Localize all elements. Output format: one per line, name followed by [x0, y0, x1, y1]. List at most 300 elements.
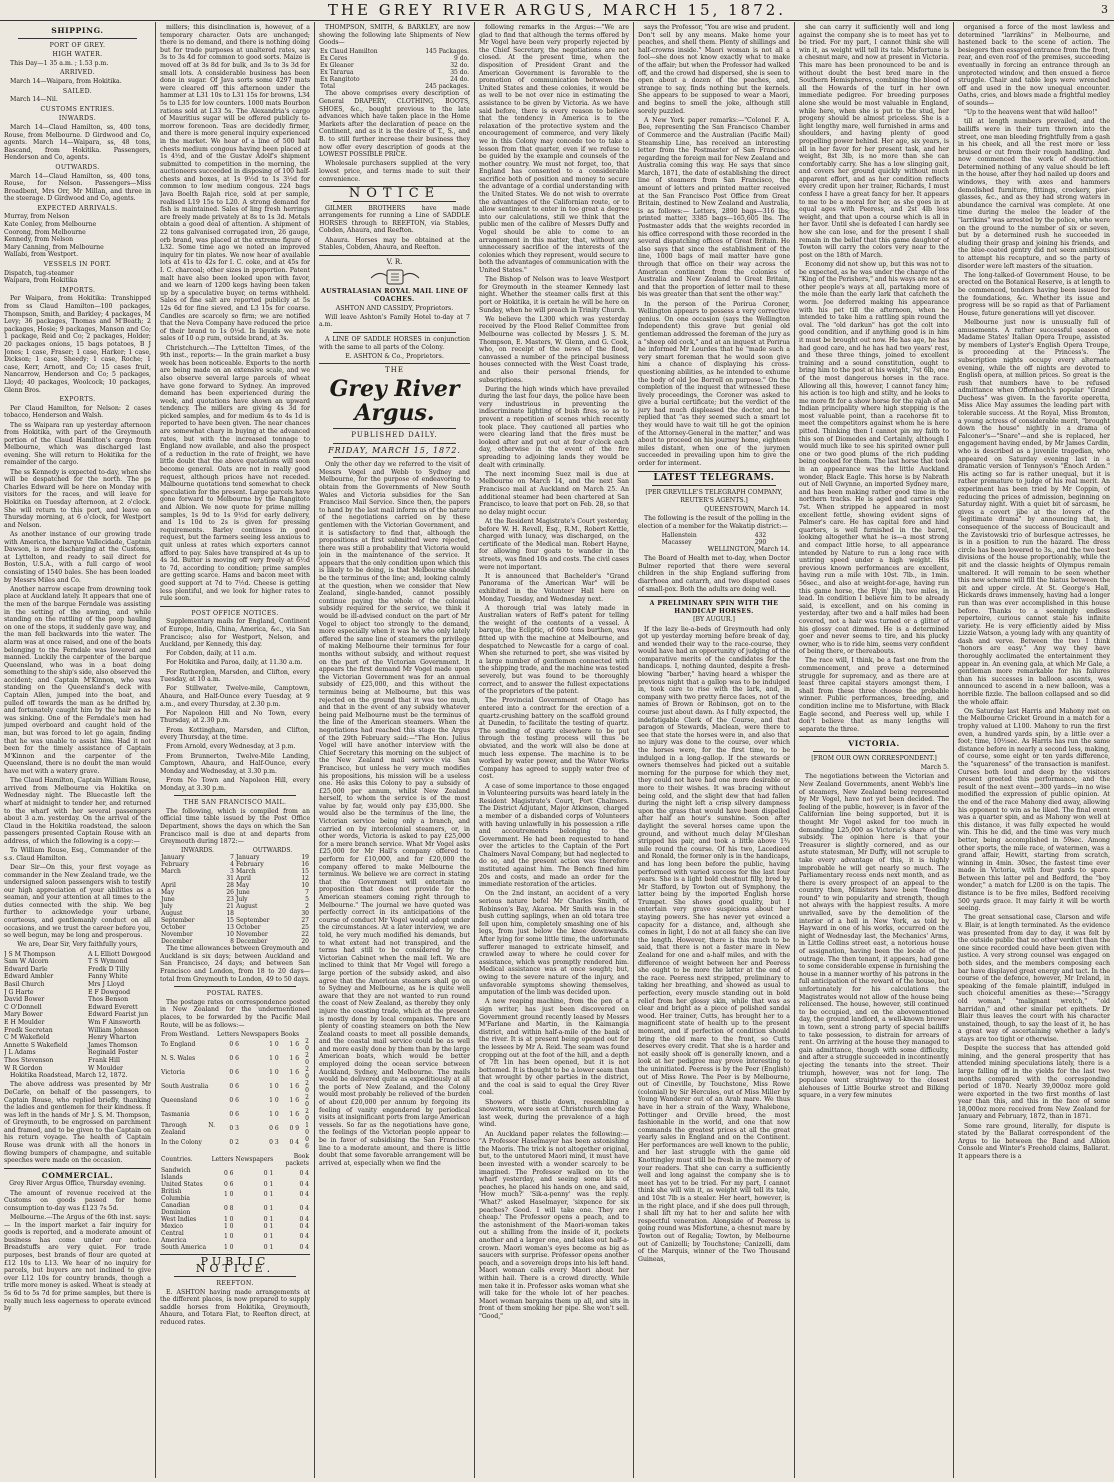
table-cell: 0 4 [289, 1139, 300, 1147]
signatory: Thos Benson [88, 996, 129, 1004]
table-row [661, 532, 767, 539]
newspaper-nameplate: Grey River Argus. [329, 375, 460, 426]
sf-mail-table [160, 847, 310, 945]
local-news [479, 24, 629, 1320]
victoria-correspondent: [FROM OUR OWN CORRESPONDENT.] [811, 755, 937, 762]
table-row [160, 1223, 310, 1230]
table-row [319, 76, 470, 83]
column-6 [799, 24, 949, 1476]
table-row [160, 1202, 310, 1216]
table-cell: 2 0 [305, 1093, 309, 1108]
outwards-heading: OUTWARDS. [55, 163, 100, 171]
table-cell: 0 6 [269, 1125, 279, 1133]
signatory: Basil Church [4, 981, 45, 988]
table-cell: 26 [226, 889, 234, 897]
table-cell: Tasmania [161, 1111, 190, 1119]
table-cell: South Australia [161, 1083, 209, 1091]
divider [333, 428, 456, 429]
news-paragraph: The ss Waipara ran up yesterday afternoon from Hokitika, with part of the Greymouth portion of the Claud Hamilton's cargo from Melbourne, which was discharged last evening. She will return to Hokitika for the remainder of the cargo. [4, 421, 151, 467]
table-cell [160, 875, 219, 882]
news-paragraph: The long-talked-of Government House, to be erected on the Botanical Reserve, is at length to be commenced, tenders having been issued for the foundations, &c. Whether its issue and progress will be so rapid as that of Parliament House, future generations will yet discover. [958, 271, 1110, 317]
table-header: Books [280, 1030, 300, 1038]
table-row [319, 69, 470, 76]
news-paragraph: A new reaping machine, from the pen of a sign writer, has just been discovered on Government ground recently leased by Messrs M'Farlane and Martin, in the Kaimangia district, and within half-a-mile of the bank of the river. It is at present being opened out for the lessees by Mr A. Reid. The seam was found cropping out at the foot of the hill, and a depth of 7ft 1in has been opened, but it is not bottomed. It is thought to be a lower seam than that wrought by other parties in the district, and the coal is said to equal the Grey River coal. [479, 998, 629, 1097]
queenstown-text: The following is the result of the polling in the election of a member for the Wakatip district:— [638, 515, 790, 530]
signatory: James Thomson [88, 1041, 138, 1049]
table-cell: 16 [301, 861, 309, 869]
table-cell: 4 [230, 861, 234, 869]
post-notice: For Cobden, daily, at 11 a.m. [166, 650, 257, 658]
sailed-heading: SAILED. [62, 87, 93, 95]
table-cell: 0 6 [305, 1135, 309, 1150]
post-notice: For Rutherglen, Marsden, and Clifton, every Tuesday, at 10 a.m. [160, 668, 310, 684]
table-row [160, 1230, 310, 1244]
table-row [160, 1038, 310, 1052]
reefton-heading: REEFTON. [216, 1280, 254, 1287]
table-header: From Westland. [161, 1030, 210, 1038]
expected-vessel: Coorong, from Melbourne [4, 228, 86, 236]
signatory: T S Wymond [88, 958, 128, 966]
table-cell: April [161, 882, 176, 890]
post-notice: From Kottingham, Marsden, and Clifton, every Thursday, at the time. [160, 726, 310, 742]
table-row [160, 1136, 310, 1150]
table-cell: 1 6 [289, 1041, 300, 1049]
exports-heading: EXPORTS. [59, 396, 96, 404]
divider [174, 986, 296, 987]
column-rule [474, 22, 475, 1478]
table-cell: 19 [301, 854, 309, 862]
table-cell: Victoria [161, 1069, 185, 1077]
commercial-office: Grey River Argus Office, Thursday evening. [9, 1180, 146, 1188]
spin-byline: [BY AUGUR.] [693, 616, 735, 624]
table-cell: 1 6 [289, 1083, 300, 1091]
divider [174, 1276, 296, 1277]
table-cell: Ex Ceres [320, 55, 348, 63]
table-cell: September [161, 917, 195, 925]
table-cell: Hallenstein [661, 531, 697, 539]
spin-paragraph: she can carry it sufficiently well and long against the company she is to meet has yet to be tried. For my part, I cannot think she will win it, as weight will tell its tale. Misfortune is a chesnut mare, and now at present in Victoria. This mare has been pronounced to be and is without doubt the best bred mare in the Southern Hemispheres, combining the blood of all the Howards of the turf in her own immediate pedigree. For breeding purposes alone she would be most valuable in England, while here, when she is put to the stud, her progeny should be almost priceless. She is a light lengthy mare, well furnished in arms and shoulders, and having plenty of good propelling power behind. Her age, six years, is all in her favor for her present task, and her weight, 8st 3lb, is no more than she can comfortably carry. She has a low slinging gait, and covers her ground quickly without much apparent effort, and as her condition reflects every credit upon her trainer, Richards, I must confess I have a great fancy for her. It appears to me to be a moral for her, as she goes in at equal ages with Peeress, and 2st 4lb less weight, and that upon a course which is all in her favor. Until she is defeated I can hardly see how she can lose, and for the present I shall remain in the belief that this game daughter of Towton will carry the colors very near to the post on the 18th of March. [799, 24, 949, 259]
table-header: Countries. [161, 1156, 193, 1164]
table-cell: 28 [226, 882, 234, 890]
table-cell: 35 do. [450, 69, 469, 77]
table-cell: 15 [301, 868, 309, 876]
leading-article [319, 461, 470, 1167]
table-row [319, 62, 470, 69]
table-cell: 145 Packages. [425, 48, 469, 56]
news-paragraph: A New York paper remarks:—"Colonel F. A. Bee, representing the San Francisco Chamber of Commerce and the Australian (Pacific Mail) Steamship Line, has received an interesting letter from the Postmaster of San Francisco regarding the foreign mail for New Zealand and Australia coming this way. He says that since March, 1871, the date of establishing the direct line of steamers from San Francisco, the amount of letters and printed matter received at the San Francisco Post Office from Great Britain, destined to New Zealand and Australia, is as follows:— Letters, 2890 bags—316 lbs; printed matter, 3385 bags—165,605 lbs. The Postmaster adds that the weights recorded in his office correspond with those recorded in the several dispatching offices of Great Britain. He also says that since the establishment of the line, 1000 bags of mail matter have gone through that office on their way across the American continent from the colonies of Australia and New Zealand to Great Britain, and that the proportion of letter mail to these bis was greater than that sent the other way." [638, 116, 790, 299]
news-paragraph: An Auckland paper relates the following:— "A Professor Haselmayer has been astonishing the Maoris. The trick is not altogether original, but, to the untutored Maori mind, it must have been invested with a wonder scarcely to be imagined. The Professor walked on to the wharf yesterday, and seeing some kits of peaches, he placed his hands on one, and said, 'How much?' 'Sik-a-penny' was the reply. 'What?' asked Haselmayer, 'sixpence for six peaches? Good. I will take one. They are cheap.' The Professor opens a peach, and to the astonishment of the Maori-woman takes out a shilling from the inside of it, pockets another and a larger one, and takes out half-a-crown. Maori woman's eyes become as big as saucers with surprise. Professor opens another peach, and a sovereign drops into his left hand. Maori woman calls every Maori about her within hail. There is a crowd directly. While men take it in. Professor asks woman what she will take for the whole lot of her peaches. Maori woman bargains them up all, and sits in front of them smoking her pipe. She won't sell. "Good," [479, 1130, 629, 1320]
table-row [160, 861, 310, 868]
table-row [319, 48, 470, 55]
in-port-heading: VESSELS IN PORT. [43, 261, 112, 269]
table-cell: August [161, 910, 183, 918]
telegram-agency: [PER GREVILLE'S TELEGRAPH COMPANY, REUTER'S AGENTS.] [645, 489, 783, 504]
table-row [160, 931, 310, 938]
table-cell [235, 910, 294, 917]
table-row [160, 889, 310, 896]
saddle-horses: A LINE OF SADDLE HORSES in conjunction with the same to all parts of the Colony. [319, 336, 470, 351]
table-cell: 32 do. [450, 62, 469, 70]
table-cell: 2 0 [305, 1037, 309, 1052]
expected-vessel: Kennedy, from Nelson [4, 236, 74, 244]
table-row [160, 1052, 310, 1066]
foreign-rates-table [160, 1153, 310, 1251]
table-cell: 0 6 [223, 1170, 234, 1178]
table-cell: 3 [230, 868, 234, 876]
table-cell: N. S. Wales [161, 1055, 196, 1063]
table-cell: Total [320, 83, 336, 91]
expected-vessel: Mary Canning, from Melbourne [4, 243, 104, 251]
signatory: William Johnson [88, 1026, 139, 1034]
table-cell: 25 [301, 924, 309, 932]
signatories-left [4, 951, 68, 1073]
table-cell: 8 [230, 938, 234, 946]
table-cell: 0 1 [263, 1191, 274, 1199]
tsb-shipments [319, 48, 470, 90]
news-paragraph: A case of some importance to those engaged in Volunteering pursuits was heard lately in the Resident Magistrate's Court, Port Chalmers. The District Adjutant, Major Atkinson, charged a member of a disbanded corps of Volunteers with having unlawfully in his possession a rifle and accoutrements belonging to the Government. He had been requested to hand over the articles to the Captain of the Port Chalmers Naval Company, but had neglected to do so, and the present action was therefore instituted against him. The Bench fined him 20s and costs, and made an order for the immediate restoration of the articles. [479, 782, 629, 889]
table-row [160, 1108, 310, 1122]
news-paragraph: Melbourne just now is unusually full of amusements. A rather successful season of Madame States' Italian Opera Troupe, assisted by members of Lyster's English Opera Troupe, is proceeding at the Princess's. The subscription nights occupy every alternate evening, while the off nights are devoted to English opera, at million prices. So great is the rush that numbers have to be refused admittance when Offenbach's popular "Grand Duchess" was given. In the favorite operetta, Miss Alice May assumes the leading part with tolerable success. At the Royal, Miss Bromton, a young actress of considerable merit, "brought down the house" nightly in a drama of Falconer's—"Snare"—and she is replaced, her engagement having ended, by Mr James Cardin, who is described as a juvenile tragedian, who appeared on Saturday evening last in a dramatic version of Tennyson's "Enoch Arden." His acting so far is rather unequal, but it is rather premature to judge of his real merit. An experiment has been tried by Mr Coppin, of reducing the prices of admission, beginning on Saturday night. With a quiet bit of sarcasm, he gives a covert jibe at the lovers of the "legitimate drama" by announcing that, in consequence of the success of Boucicault and the Zavistowski trio of burlesque actresses, he is in a position to run the hazard. The dress circle has been lowered to 3s., and the two best divisions of the house proportionably, while the pit and the classic heights of Olympus remain unaltered. It will remain to be seen whether this new scheme will fill the hiatus between the pit and upper circle. At St. George's Hall, Hickards draws immensely, having had a longer run than was ever accomplished in this house before. Thanks to a seemingly endless repertoire, curious cannot stale his infinite variety. He is very efficiently aided by Miss Lizzie Watson, a young lady with any quantity of dash and verve. Between the two I think "honors are easy." Any way they have thoroughly acclimated the entertainment they appear in. An evening gala, at which Mr Gale, a gentleman more remarkable for his failures than his successes in balloon ascents, was announced to ascend in a new balloon, was a horrible fizzle. The balloon collapsed and so did the whole affair. [958, 318, 1110, 706]
expected-vessel: Wallabi, from Westport. [4, 251, 79, 259]
table-cell: May [161, 889, 175, 897]
table-cell: 2 0 [305, 1079, 309, 1094]
table-cell: 1 0 [223, 1233, 234, 1241]
inwards-heading: INWARDS. [58, 115, 97, 123]
victoria-continued [958, 24, 1110, 1161]
table-cell: Sandwich Islands [161, 1166, 191, 1181]
outwards-text: March 14—Claud Hamilton, ss, 400 tons, Rouse, for Nelson. Passengers—Miss Broadbent, Mrs Orr, Mr Millan, and three in the steerage. D Girdwood and Co, agents. [4, 172, 151, 203]
table-cell: May [235, 882, 250, 890]
table-cell: 245 packages. [425, 83, 469, 91]
news-paragraph: As another instance of our growing trade with America, the barque Vallecidade, Captain Dawson, is now discharging at the Customs, at Lyttelton, and ready to sail direct for Boston, U.S.A., with a full cargo of wool consisting of 1540 bales. She has been loaded by Messrs Miles and Co. [4, 531, 151, 584]
table-cell: 0 4 [299, 1191, 309, 1199]
table-cell: October [235, 924, 261, 932]
sf-mail-heading: THE SAN FRANCISCO MAIL. [183, 799, 287, 807]
news-paragraph: A thorough trial was lately made in Australian waters of Reff's patent for telling the weight of the contents of a vessel. A barque, the Ecliptic, of 600 tons burthen, was fitted up with the machine at Melbourne, and despatched to Newcastle for a cargo of coal. When she returned to port, she was visited by a large number of gentlemen connected with the shipping trade, and the machine was tested severely, but was found to be thoroughly correct, and to answer the fullest expectations of the proprietors of the patent. [479, 604, 629, 696]
victoria-date: March 5. [920, 764, 949, 772]
table-row [160, 1094, 310, 1108]
column-rule [794, 22, 795, 1478]
gilmer-text: GILMER BROTHERS have made arrangements for running a Line of SADDLE HORSES through to REEFTON, via Stables, Cobden, Ahaura, and Reefton. [319, 204, 470, 235]
tsb-intro: THOMPSON, SMITH, & BARKLEY, are now showing the following late Shipments of New Goods— [319, 24, 470, 47]
column-7 [958, 24, 1110, 1476]
expected-vessel: Murray, from Nelson [4, 213, 70, 221]
table-cell: Mexico [161, 1222, 183, 1230]
signatory: Thos Stevenson [4, 1056, 54, 1064]
post-notice: For Stillwater, Twelve-mile, Camptown, Ahaura, and Half-Ounce every Tuesday, at 9 a.m., and every Thursday, at 2.30 p.m. [160, 685, 310, 708]
divider [174, 795, 296, 796]
table-cell: August [235, 903, 258, 911]
table-cell: 22 [301, 931, 309, 939]
wellington-text: The Board of Health met to-day, when Doctor Bulmer reported that there were several children in the ship England suffering from diarrhoea and catarrh, and two disputed cases of small-pox. Both the adults are doing well. [638, 555, 790, 593]
table-cell: 0 8 [223, 1205, 234, 1213]
column-3 [319, 24, 470, 1476]
notice-heading: NOTICE [348, 186, 441, 202]
table-row [160, 1080, 310, 1094]
signatory: Henry Wharton [88, 1034, 137, 1042]
vessel-in-port: Dispatch, tug-steamer [4, 269, 74, 277]
table-cell: 10 [301, 882, 309, 890]
postal-rates-heading: POSTAL RATES. [206, 990, 264, 998]
latest-telegrams-heading: LATEST TELEGRAMS. [653, 472, 775, 483]
column-2 [160, 24, 310, 1476]
table-cell: 1 0 [305, 1121, 309, 1136]
news-paragraph: The Claud Hamilton, Captain William Rouse, arrived from Melbourne via Hokitika on Wednesday night. The Bluecastle left the wharf at midnight to tender her, and returned to the wharf with her several passengers about 3 a.m. yesterday. On the arrival of the Claud in the Hokitika roadstead, the saloon passengers presented Captain Rouse with an address, of which the following is a copy:— [4, 777, 151, 845]
table-cell: 0 6 [223, 1180, 234, 1188]
signatory: J G Harte [4, 988, 34, 996]
table-row [319, 55, 470, 62]
table-cell: 15 [226, 917, 234, 925]
table-cell: 2 0 [305, 1107, 309, 1122]
table-row [160, 875, 310, 882]
divider [333, 457, 456, 458]
news-paragraph: says the Professor, "You are wise and prudent. Don't sell by any means. Make home your peaches, and shell them. Plenty of shillings and half-crowns inside." Maori woman is not all a fool—she does not know exactly what to make of the affair; but when the Professor had walked off, and the crowd had dispersed, she is seen to open about a dozen of the peaches, and, strange to say, finds nothing but the kernels. She appears to be supposed to wear a Maori, and begins to smell the joke, although still sorely puzzled. [638, 24, 790, 115]
news-paragraph: The Provincial Government of Otago has entered into a contract for the erection of a quartz-crushing battery on the scaffold ground at Dunedin, to facilitate the testing of quartz. The sending of quartz elsewhere to be put through the testing process will thus be obviated, and the work will also be done at much less expense. The machine is to be worked by water power, and the Water Works Company has agreed to supply water free of cost. [479, 697, 629, 781]
table-cell: 290 [754, 538, 767, 546]
sailed-line: March 14—Nil. [10, 96, 58, 104]
spin-article-continued [799, 24, 949, 733]
column-rule [953, 22, 954, 1478]
expected-vessel: Kate Conley, from Melbourne [4, 221, 97, 229]
table-cell: 31 [226, 875, 234, 883]
table-header: Letters [211, 1156, 234, 1164]
column-rule [155, 22, 156, 1478]
signatory: Edward Fearist jun [88, 1011, 149, 1019]
postal-rates-table [160, 1031, 310, 1150]
signatories-right [88, 951, 151, 1073]
table-header: Book packets [285, 1152, 309, 1167]
table-row [160, 938, 310, 945]
signatory: C M Wakefield [4, 1034, 50, 1042]
post-notice: From No Town and Napoleon Hill, every Monday, at 3.30 p.m. [160, 776, 310, 792]
table-cell: July [235, 896, 248, 904]
victoria-text: The negotiations between the Victorian and New Zealand Governments, anent Webb's line of steamers, New Zealand being represented by Mr Vogel, have not yet been decided. The feeling of the public, however, is in favor of the Californian line being supported, but it is thought Mr Vogel asked for too much in demanding L25,000 as Victoria's share of the subsidy. The opinion here is that your Treasurer is slightly cornered, and as our astute statesman, Mr Duffy, will not scruple to take every advantage of this, it is highly improbable he will get nearly so much. The Parliamentary recess ends next month, and as there is every prospect of an appeal to the country then, Ministers have been "feeding round" to win popularity and strength, though not always with the happiest results. A more unrivalled, save by the demolition of the interior of a hell in New York, as told by Hayward in one of his works, occurred on the night of Wednesday last, the Mechanics' Arms, in Little Collins street east, a notorious house of assignation, having been the locale of the outrage. The then tenant, it appears, had gone to some considerable expense in furnishing the house in a manner worthy of his patrons in the full anticipation of the reward of the house, but unfortunately for his calculations the Magistrates would not allow of the house being relicensed. The house, however, still continued to be occupied, and on the abovementioned day, the ground landlord, a well-known brewer in town, sent a strong party of special bailiffs to take possession, to distrain for arrears of rent. On arriving at the house they managed to gain admittance, though with some difficulty, and after a struggle succeeded in incontinently ejecting the tenants into the street. Their triumph, however, was not for long. The populace went straightway to the closest alehouses of Little Bourke street and Bilking square, in a very few minutes [799, 773, 949, 1100]
masthead [0, 0, 1114, 21]
address-recipient: To William Rouse, Esq., Commander of the s.s. Claud Hamilton. [4, 847, 151, 862]
table-cell: February [235, 861, 264, 869]
table-cell: Central America [161, 1229, 187, 1244]
table-row [661, 539, 767, 546]
table-cell: November [235, 931, 268, 939]
table-cell: 30 [301, 910, 309, 918]
news-paragraph: Another narrow escape from drowning took place at Auckland lately. It appears that one of the men of the barque Ferndale was assisting in the setting of the awning, and while standing on the rattling of the poop hauling on one of the stops, it suddenly gave way, and the man fell backwards into the water. The alarm was at once raised, and one of the boats belonging to the Ferndale was lowered and manned. Luckily the carpenter of the barque Queensland, who was in a boat doing something to the ship's side, also observed the accident; and Captain M'Kinnon, who was standing on the Queensland's deck with Captain Allen, jumped into the boat, and pulled off towards the man as he drifted by, and fortunately caught him by the hair as he was sinking. One of the Ferndale's men had jumped overboard and caught hold of the man, but was forced to let go again, finding that he was unable to assist him. Had it not been for the timely assistance of Captain M'Kinnon and the carpenter of the Queensland, there is no doubt the man would have met with a watery grave. [4, 585, 151, 775]
news-paragraph: The Bishop of Nelson was to leave Westport for Greymouth in the steamer Kennedy last night. Whether the steamer calls first at this port or Hokitika, it is certain he will be here on Sunday, when he will preach in Trinity Church. [479, 276, 629, 314]
table-cell: 12 [301, 875, 309, 883]
column-4 [479, 24, 629, 1476]
in-port-list [4, 270, 151, 285]
post-notice: Supplementary mails for England, Continent of Europe, India, China, America, &c., via San Francisco; also for Westport, Nelson, and Auckland, per Kennedy, this day. [160, 618, 310, 649]
spin-paragraph: The race will, I think, be a fast one from the commencement, and prove a determined struggle for supremacy, and as there are at least three capital stayers amongst them, I shall from these three choose the probable winner. Public performances, breeding, and condition incline me to Misfortune, with Black Eagle second, and Peeress well up, while I don't believe that as many lengths will separate the three. [799, 657, 949, 733]
table-cell: Ex Claud Hamilton [320, 48, 378, 56]
divider [319, 255, 470, 256]
table-cell: In the Colony [161, 1139, 202, 1147]
table-cell: 0 1 [263, 1180, 274, 1188]
table-header: Newspapers [235, 1156, 274, 1164]
table-cell: 27 [301, 917, 309, 925]
table-row [160, 1167, 310, 1181]
table-cell: December [161, 938, 193, 946]
divider [813, 751, 935, 752]
page-number: 3 [1101, 3, 1108, 16]
signatory: Fredk D Tilly [88, 965, 130, 973]
table-cell: British Columbia [161, 1187, 191, 1202]
table-cell: 1 6 [289, 1055, 300, 1063]
signatory: A L Elliott Dowgood [88, 950, 151, 958]
table-cell: 1 6 [289, 1097, 300, 1105]
sf-outwards-head: OUTWARDS. [252, 847, 293, 855]
table-cell: 0 1 [263, 1170, 274, 1178]
divider [333, 443, 456, 444]
table-cell: 0 4 [299, 1222, 309, 1230]
ashton-signature: E. ASHTON & Co., Proprietors. [345, 352, 444, 360]
table-cell: Ex Rangitoto [320, 76, 360, 84]
post-notice: From Brunnerton, Twelve-Mile Landing, Camptown, Ahaura, and Half-Ounce, every Monday and Wednesday, at 3.30 p.m. [160, 752, 310, 775]
table-cell: 1 6 [289, 1069, 300, 1077]
news-paragraph: "Up to the heavens went that wild halloo!" [964, 109, 1098, 117]
table-cell: 1 6 [289, 1111, 300, 1119]
table-cell: 0 4 [299, 1215, 309, 1223]
news-paragraph: In the person of the Porirua Coroner, Wellington appears to possess a very corrective genius. On one occasion (says the Wellington Independent) this grave but genial old gentleman addressed the foreman of the jury as a "sheep old cock," and at an inquest at Porirua he informed Mr Lourdes that he "made such a very smart foreman that he would soon give him a chance of displaying his cross-questioning abilities, as he intended to exhume the body of old Joe Borrell on purpose." On the completion of the inquest that witnessed these lively proceedings, the Coroner was asked to give a burial certificate; but the verdict of the jury had much displeased the doctor, and he replied that "as they seemed such a smart lot they would have to wait till he got the opinion of the Attorney-General in the matter," and was about to proceed on his journey home, eighteen miles distant, when one of the jurymen succeeded in prevailing upon him to give the order for interment. [638, 300, 790, 468]
address-place: Hokitika Roadstead, March 12, 1872. [10, 1072, 128, 1080]
table-cell: 0 6 [229, 1083, 239, 1091]
news-paragraph: The next incoming Suez mail is due at Melbourne on March 14, and the next San Francisco mail at Auckland on March 25. An additional steamer had been chartered at San Francisco, to leave that port on Feb. 28, so that no delay might occur. [479, 470, 629, 516]
arrived-line: March 14—Waipara, from Hokitika. [10, 77, 122, 85]
masthead-the: THE [385, 366, 404, 375]
coach-departure: Will leave Ashton's Family Hotel to-day at 7 a.m. [319, 313, 470, 329]
coach-line-heading: AUSTRALASIAN ROYAL MAIL LINE OF COACHES. [320, 288, 469, 304]
commercial-revenue: The amount of revenue received at the Customs on goods passed for home consumption to-day was £123 7s 5d. [4, 1189, 151, 1212]
table-cell: 0 3 [229, 1125, 239, 1133]
table-row [160, 1066, 310, 1080]
table-header: Newspapers [240, 1030, 279, 1038]
post-office-notices [160, 618, 310, 792]
column-rule [633, 22, 634, 1478]
vessel-in-port: Waipara, from Hokitika [4, 277, 78, 285]
table-cell: South America [161, 1243, 207, 1251]
shipping-news [4, 422, 151, 846]
table-cell: March [235, 868, 256, 876]
signatory: C O'Donnell [4, 1003, 42, 1011]
queenstown-dateline: QUEENSTOWN, March 14. [704, 506, 790, 513]
table-cell: 0 6 [229, 1069, 239, 1077]
table-cell: 1 0 [223, 1191, 234, 1199]
table-cell: 7 [305, 889, 309, 897]
table-cell: 1 0 [269, 1083, 279, 1091]
table-cell: 0 6 [229, 1041, 239, 1049]
table-cell: To England [161, 1041, 196, 1049]
signatory: E H Moulder [4, 1018, 45, 1026]
divider [652, 485, 776, 486]
spin-paragraph: If the lazy lie-a-beds of Greymouth had only got up yesterday morning before break of day, and wended their way to the race-course, they would have had an opportunity of judging of the comparative merits of the candidates for the handicaps. I, nothing daunted, despite a fresh-blowing "barber," having heard a whisper the previous night that a gallop was to be indulged in, took care to rise with the lark, and, in company with two pretty fierce faces, not of the names of Brown or Robinson, got on to the course just about dawn. As I fully expected, the indefatigable Clerk of the Course, and that paragon of Stewards, Maclean, were there to see that state the horses were in, and also that no injury was done to the course, over which the horses were, for the first time, to be indulged in a long-gallop. If the stewards or owners themselves had picked out a suitable morning for the purpose for which they met, they could not have had one more desirable or more to their wishes. It was bracing without being cold, and the slight dew that had fallen during the night left a crisp silvery dampness upon the grass that would have been dispelled after half an hour's sunshine. Soon after daylight the several horses came upon the ground, and without much delay M'Gleshan stripped his pair, and took a little above 1¾ mile round the course. Of his two, Lacedieed and Ronald, the former only is in the handicaps, and has long been before the public, having performed with varied success for the last four years. She is a light bold chestnut filly, bred by Mr Stafford, by Towton out of Symphony, the latter being by the imported English horse Trumpet. She shows good quality, but I entertain very grave suspicions about her staying powers. She has never yet evinced a capacity for a distance, and, although she comes in light, I do not at all fancy she can live the length. However, there is this much to be said, that there is not a faster mare in New Zealand for one and a-half miles, and with the difference of weight between her and Peeress she ought to be more the latter at the end of the race. Peeress next stripped, preliminary to taking her breathing, and showed as usual to perfection, every muscle standing out in bold relief from her glossy skin, while that was as clear and bright as a piece of polished sandal wood. Her trainer, Cutts, has brought her to a magnificent state of health up to the present moment, and if perfection of condition should bring the old mare to the front, so Cutts deserves every credit. That she is a harder and not easily shook off is generally known, and a look at her pedigree may prove interesting to the uninitiated. Peeress is by the Peer (English) out of Miss Rowe. The Peer is by Melbourne, out of Cineville, by Touchstone, Miss Rowe (colonial) by Sir Hercules, out of Miss Miller by Young Wanderer out of an Arab mare. We thus have in her a strain of the Waxy, Whalebone, Pottinger and Orville breed, the most fashionable in the world, and one that now commands the greatest prices at all the great yearly sales in England and on the Continent. Her performances are well known to the public, and her last struggle with the game old Knottingley must still be fresh in the memory of your readers. That she can carry a sufficiently well and long against the company she is to meet has yet to be tried. For my part, I cannot think she will win it, as weight will tell its tale, and 10st 7lb is a stealer. Her heart, however, is in the right place, and if she does pull through, I shall lift my hat to her and salute her with respectful veneration. Alongside of Peeress is going round was Misfortune, a chesnut mare by Towton out of Regalia; Towton, by Melbourne out of Canizelli; by Touchstone; Canizelli, dam of the Marquis, winner of the Two Thousand Guineas, [638, 625, 790, 1263]
table-cell: 0 6 [229, 1055, 239, 1063]
issue-date: FRIDAY, MARCH 15, 1872. [328, 445, 461, 455]
table-cell: 0 1 [263, 1205, 274, 1213]
spin-article [638, 626, 790, 1264]
tsb-body-2: Wholesale purchasers supplied at the very lowest price, and terms made to suit their convenience. [319, 160, 470, 183]
table-cell: 24 do. [450, 76, 469, 84]
table-row [319, 83, 470, 90]
table-cell: June [161, 896, 175, 904]
signatory: Frank Hill [88, 1056, 120, 1064]
table-cell: Queensland [161, 1097, 198, 1105]
post-notice: For Hokitika and Paroa, daily, at 11.30 a.m. [166, 659, 303, 667]
table-cell: 0 6 [229, 1097, 239, 1105]
table-row [160, 1216, 310, 1223]
news-paragraph: The ss Kennedy is expected to-day, when she will be despatched for the north. The ps Charles Edward will be here on Monday with visitors for the races, and will leave for Hokitika on Tuesday afternoon, at 2 o'clock. She will return to this port, and leave on Thursday morning, at 6 o'clock, for Westport and Nelson. [4, 468, 151, 529]
signatory: Mrs J Lloyd [88, 981, 125, 988]
table-row [160, 882, 310, 889]
signatory: J L Adams [4, 1049, 36, 1057]
news-paragraph: following remarks in the Argus:—"We are glad to find that although the terms offered by Mr Vogel have been very properly rejected by the Chief Secretary, the negotiations are not closed. At the present time, when the disposition of President Grant and the American Government is favorable to the promotion of communication between the United States and these colonies, it would be as well to be not over nice in estimating the assistance to be given by Victoria. As we have said before, there is every reason to believe that the tendency in America is to the relaxation of the protective system and the encouragement of commerce, and very likely we in this Colony may concede too to take a lesson from that quarter, even if we refuse to be guided by the example and counsels of the mother country. We must not forget, too, that England has consented to a considerable sacrifice both of position and money to secure the advantage of a cordial understanding with the United States. We do not wish to overrate the advantages of the Californian route, or to allow sentiment to enter in too great a degree into our calculations, still we think that the public men of the calibre of Messrs Duffy and Vogel should be able to come to an arrangement in this matter, that, without any unnecessary sacrifice of the interests of the colonies which they represent, would secure to both the advantages of communication with the United States." [479, 24, 629, 274]
imports-heading: IMPORTS. [59, 286, 96, 294]
table-cell: 0 4 [299, 1243, 309, 1251]
table-cell: April [235, 875, 251, 883]
divider [799, 736, 949, 737]
spin-paragraph: Economy did not show up, but this was not to be expected, as he was under the charge of the "King of the Perishers," and his ways are not as other people's ways at all, partaking more of the mole than the early lark that catcheth the worm. Joe deferred making his appearance with his pet till the afternoon, when he intended to take him a rattling spin round the oval. The "old darkun" has got the colt into good condition, and if anything good is in him it must be brought out now. He has age, he has had good care, and he has had two years' rest, and these three things, joined to excellent training and a sound constitution, ought to bring him to the post at his weight, 7st 6lb, one of the most dangerous horses in the race. Allowing all this, however, I cannot fancy him; his action is too high and stilty, and he looks to me more fit for a show horse for the rajah of an Indian principality where high stepping is the most valuable point, than a racehorse fit to meet the competitors against whom he is here pitted. Thinking then I cannot pin my faith to this son of Diomedes and Certainly, although I would much like to see his spirited owner pull one or two good plums of the rich pudding being cooked for them. The last horse that took in an appearance was the little Auckland wonder, Black Eagle. This horse is by Nabrath out of Nell Gwynne, an imported Sydney mare, and has been making rather good time in the northern tracks. He is aged and carries only 7st. When stripped he appeared in most excellent fettle, showing evident signs of Palmer's care. He has capital fore and hind quarters, is well furnished in the barrel, looking altogether what he is—a most strong and compact little horse, to all appearance intended by Nature to run a long race with untiring speed under a high weight. His previous known performances are excellent, having run a mile with 10st. 7lb., in 1min. 56sec., and also at weight-for-age, having run this game horse, the Flyin' Jib, two miles, in lead. In condition I believe him to be already said, is excellent, and on his coming in yesterday, after two and a half miles had been covered, not a hair was turned or a glitter of his glossy coat dimmed. He is a determined goer and never seems to tire, and his plucky owner, who is to ride him, seems very confident of being there, or thereabouts. [799, 261, 949, 656]
table-cell: 0 1 [263, 1215, 274, 1223]
table-cell: 5 [305, 896, 309, 904]
table-cell: 18 [226, 910, 234, 918]
signatory: Edward Darle [4, 965, 48, 973]
table-cell: December [235, 938, 268, 946]
published-daily: PUBLISHED DAILY. [351, 430, 438, 439]
post-notice: From Arnold, every Wednesday, at 3 p.m. [166, 743, 296, 751]
table-cell: Canadian Dominion [161, 1201, 191, 1216]
table-cell: 0 2 [229, 1139, 239, 1147]
table-row [160, 924, 310, 931]
table-cell: 13 [226, 924, 234, 932]
column-5 [638, 24, 790, 1476]
victoria-heading: VICTORIA. [848, 739, 900, 749]
table-cell: 0 4 [299, 1233, 309, 1241]
news-paragraph: It is announced that Bachelder's "Grand Panorama of the American War" will be exhibited in the Volunteer Hall here on Monday, Tuesday, and Wednesday next. [479, 572, 629, 603]
christchurch-report: Christchurch.—The Lyttelton Times, of the 9th inst., reports:— In the grain market a busy week has been noticeable. Exports to the north are being made on an extensive scale, and we also observe several large parcels of wheat have gone forward to Sydney. An improved demand has been experienced during the week, and quotations have shown an upward tendency. The millers are giving 4s 3d for picked samples, and for medium 4s to 4s 1d is reported to have been given. The near chances are somewhat chary in buying at the advanced rates, but with the increased tonnage to England now available, and also the prospect of a reduction in the rate of freight, we have little doubt that the above quotations will soon become general. Oats are not in really good request, although prices have not receded. Malbourne quotations tend somewhat to check speculation for the present. Large parcels have gone forward to Melbourne by the Rangitoto and Albion. We now quote for prime milling samples, 1s 9d to 1s 9½d for early delivery, and 1s 10d to 2s is given for pressing requirements. Barley continues in good request, but the farmers seeing less anxious to quit unless at rates which exporters cannot afford to pay. Sales have transpired at 4s up to 4s 3d. Butter is moving off very freely at 6½d to 7d, according to condition; prime samples are getting scarce. Hams and bacon meet with good support at 7d to 7½d. Cheese is getting less plentiful, and we look for higher rates to rule soon. [160, 344, 310, 603]
tsb-body: The above comprises every description of General DRAPERY, CLOTHING, BOOTS, SHOES, &c., bought previous to the late advances which have taken place in the Home Markets after the declaration of peace on the Continent, and as it is the desire of T., S., and B. to still further increase their business they now offer every description of goods at the LOWEST POSSIBLE PRICE. [319, 90, 470, 159]
wellington-dateline: WELLINGTON, March 14. [707, 545, 790, 553]
table-cell: 0 1 [263, 1222, 274, 1230]
table-cell: 1 0 [223, 1215, 234, 1223]
exports-text: Per Claud Hamilton, for Nelson: 2 cases tobacco, Henderson and Walsh. [4, 404, 151, 420]
divider [4, 1168, 151, 1169]
port-heading: PORT OF GREY. [49, 41, 106, 49]
news-continued [638, 24, 790, 468]
table-cell: 10 [226, 931, 234, 939]
coach-proprietors: ASHTON AND CASSIDY, Proprietors. [335, 304, 454, 312]
news-paragraph: During the high winds which have prevailed during the last four days, the police have been very industrious in preventing the indiscriminate lighting of bush fires, so as to prevent a repetition of scenes which recently took place. They cautioned all parties who were clearing land that the fires must be looked after and put out at four o'clock each day, otherwise in the event of the fire spreading to adjoining lands they would be dealt with criminally. [479, 385, 629, 469]
inwards-text: March 14—Claud Hamilton, ss, 400 tons, Rouse, from Melbourne. D Girdwood and Co, agents. March 14—Waipara, ss, 48 tons, Bascand, from Hokitika. Passengers, Henderson and Co, agents. [4, 123, 151, 162]
divider [18, 38, 137, 39]
high-water-line: This Day—1 35 a.m. ; 1.53 p.m. [10, 59, 109, 67]
sf-mail-note: The time allowances between Greymouth and Auckland is six days; between Auckland and San Francisco, 24 days; and between San Francisco and London, from 18 to 20 days—total from Greymouth to London, 49 to 50 days. [160, 945, 310, 983]
reefton-text: E. ASHTON having made arrangements at the different places, is now prepared to supply saddle horses from Hokitika, Greymouth, Ahaura, and Totara Flat, to Reefton direct, at reduced rates. [160, 1288, 310, 1326]
poll-results [661, 532, 767, 546]
table-cell: 0 1 [263, 1233, 274, 1241]
expected-heading: EXPECTED ARRIVALS. [37, 204, 118, 212]
table-cell: July [161, 903, 173, 911]
table-row [160, 1122, 310, 1136]
leader-paragraph: Only the other day we referred to the visit of Messrs Vogel and Webb to Sydney and Melbourne, for the purpose of endeavoring to obtain from the Governments of New South Wales and Victoria subsidies for the San Francisco Mail Service. Since then, the papers to hand by the last mail inform us of the nature of the negotiations carried on by these gentlemen with the Victorian Government, and it is satisfactory to find that, although the propositions at first submitted were rejected, there was still a probability that Victoria would join in the maintenance of the service. It appears that the only condition upon which this is likely to be doing, is that Melbourne should be the terminus of the line; and, looking calmly at the question, when we consider that New Zealand, single-handed, cannot possibly continue paying the whole of the colonial subsidy required for the service, we think it would be ill-advised conduct on the part of Mr Vogel to object too strongly to the demand, more especially when it was he who only lately offered the same line of steamers the privilege of making Melbourne their terminus for four months without subsidy, and without request on the part of the Victorian Government. It appears the first demand Mr Vogel made upon the Victorian Government was for an annual subsidy of £25,000, and this without the terminus being at Melbourne, but this was rejected on the ground that it was too much, and that in the event of any subsidy whatever being paid Melbourne must be the terminus of the line of the American steamers. When the negotiations had reached this stage the Argus of the 29th February said:—"The Hon. Julius Vogel will have another interview with the Chief Secretary this morning on the subject of the New Zealand mail service via San Francisco, but unless he very much modifies his propositions, his mission will be a useless one. He asks this Colony to pay a subsidy of £25,000 per annum, whilst New Zealand herself, to whom the service is of the most value by far, would only pay £35,000. She would also be the terminus of the line, the Victorian service being only a branch, and carried on by intercolonial steamers, or, in other words, Victoria is asked to pay £25,000 for a mere branch service. What Mr Vogel asks £25,000 for Mr Hall's company offered to perform for £10,000, and for £20,000 the company offered to make Melbourne the terminus. We believe we are correct in stating that the Government will entertain no proposition that does not provide for the American steamers coming right through to Melbourne." The journal we have quoted was perfectly correct in its anticipations of the course of conduct Mr Vogel would adopt under the circumstances. At a later interview, we are told, he very much modified his demands, but to what extent had not transpired, and the terms had still to be considered by the Victorian Cabinet when the mail left. We are inclined to think that Mr Vogel will forego a large portion of the subsidy asked, and also agree that the American steamers shall go on to Sydney and Melbourne, as he is quite well aware that they are not wanted to run round the coast of New Zealand, as thereby they only injure the coasting trade, which at the present is mostly done by local companies. There are plenty of coasting steamers on both the New Zealand coasts to meet all possible demands, and the coastal mail service could be as well and more easily done by them than by the large American boats, which would be better employed doing the ocean service between Auckland, Sydney, and Melbourne. The mails would be delivered quite as expeditiously at all the ports of New Zealand, and the Colony would most probably be relieved of the burden of about £20,000 per annum by forgoing its feeling of vanity engendered by periodical visits at insignificant ports from large American vessels. So far as the negotiations have gone, the feelings of the Victorian people appear to be in favor of subsidising the San Francisco line to a moderate amount, and there is little doubt that some favorable arrangement will be arrived at, especially when we find the [319, 461, 470, 1167]
table-cell: 2 [305, 903, 309, 911]
public-notice-heading: PUBLIC NOTICE. [195, 1254, 275, 1276]
signatory: Mary Bower [4, 1011, 43, 1019]
column-1 [4, 24, 151, 1476]
sf-inwards-head: INWARDS. [181, 847, 214, 855]
table-row [160, 917, 310, 924]
commercial-melbourne: Melbourne.—The Argus of the 6th inst. says:— In the import market a fair inquiry for goods is reported, and a moderate amount of business has come under our notice. Breadstuffs are very quiet. For trade purposes, best brands of flour are quoted at £12 10s to L13. We hear of no inquiry for parcels, but buyers are not inclined to give over L12 10s for country brands, though a trifle more money is asked. Wheat is steady at 5s 6d to 5s 7d for prime samples, but there is really much less eagerness to operate evinced by [4, 1214, 151, 1313]
table-cell: 1 0 [269, 1041, 279, 1049]
table-cell: February [161, 861, 189, 869]
news-paragraph: Showers of thistle down, resembling a snowstorm, were seen at Christchurch one day last week, during the prevalence of a high wind. [479, 1098, 629, 1129]
